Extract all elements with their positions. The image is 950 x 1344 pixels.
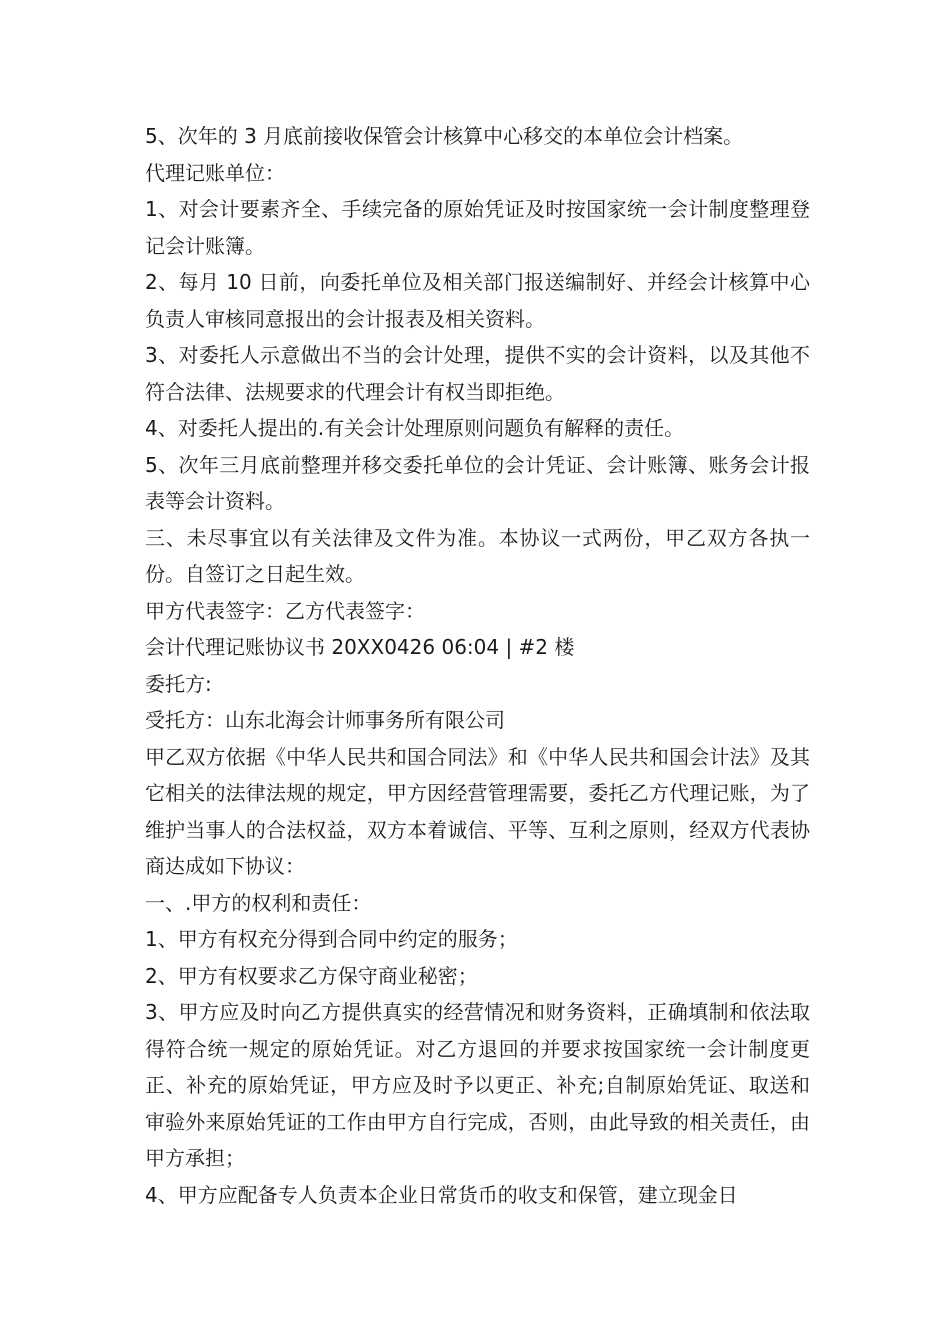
- post-header: 会计代理记账协议书 20XX0426 06:04 | #2 楼: [145, 635, 575, 659]
- paragraph-7: 5、次年三月底前整理并移交委托单位的会计凭证、会计账簿、账务会计报表等会计资料。: [145, 452, 810, 513]
- signature-line: 甲方代表签字：乙方代表签字：: [145, 598, 425, 623]
- paragraph-2: 代理记账单位：: [145, 160, 285, 185]
- document-body: [145, 118, 810, 1213]
- contractor-line: 受托方：山东北海会计师事务所有限公司: [145, 708, 505, 732]
- paragraph-3: 1、对会计要素齐全、手续完备的原始凭证及时按国家统一会计制度整理登记会计账簿。: [145, 197, 810, 258]
- paragraph-5: 3、对委托人示意做出不当的会计处理，提供不实的会计资料，以及其他不符合法律、法规要求的代理会计有权当即拒绝。: [145, 343, 810, 404]
- paragraph-18: 4、甲方应配备专人负责本企业日常货币的收支和保管，建立现金日: [145, 1182, 738, 1207]
- paragraph-8: 三、未尽事宜以有关法律及文件为准。本协议一式两份，甲乙双方各执一份。自签订之日起生效。: [145, 525, 810, 586]
- paragraph-4: 2、每月 10 日前，向委托单位及相关部门报送编制好、并经会计核算中心负责人审核同意报出的会计报表及相关资料。: [145, 270, 810, 331]
- paragraph-preamble: 甲乙双方依据《中华人民共和国合同法》和《中华人民共和国会计法》及其它相关的法律法规的规定，甲方因经营管理需要，委托乙方代理记账，为了维护当事人的合法权益，双方本着诚信、平等、互利之原则，经双方代表协商达成如下协议：: [145, 744, 810, 878]
- paragraph-15: 1、甲方有权充分得到合同中约定的服务；: [145, 927, 518, 951]
- paragraph-16: 2、甲方有权要求乙方保守商业秘密；: [145, 963, 478, 988]
- paragraph-1: 5、次年的 3 月底前接收保管会计核算中心移交的本单位会计档案。: [145, 124, 744, 148]
- client-line: 委托方:: [145, 671, 212, 696]
- section-heading: 一、.甲方的权利和责任：: [145, 890, 372, 915]
- paragraph-17: 3、甲方应及时向乙方提供真实的经营情况和财务资料，正确填制和依法取得符合统一规定的原始凭证。对乙方退回的并要求按国家统一会计制度更正、补充的原始凭证，甲方应及时予以更正、补充;自制原始凭证、取送和审验外来原始凭证的工作由甲方自行完成，否则，由此导致的相关责任，由甲方承担；: [145, 1000, 810, 1170]
- paragraph-6: 4、对委托人提出的.有关会计处理原则问题负有解释的责任。: [145, 416, 685, 440]
